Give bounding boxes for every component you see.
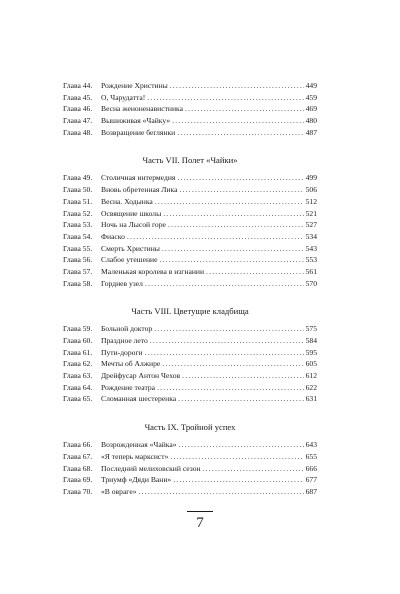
part-heading: Часть IX. Тройной успех (144, 422, 236, 433)
chapter-title: Пути-дороги (101, 347, 143, 357)
table-of-contents (63, 80, 317, 498)
page-folio (0, 511, 400, 532)
dot-leader (170, 80, 304, 92)
page-ref: 605 (305, 359, 317, 369)
toc-entry[interactable] (63, 80, 317, 92)
chapter-number: Глава 59. (63, 324, 93, 334)
toc-entry[interactable] (63, 335, 317, 347)
chapter-number: Глава 70. (63, 486, 93, 496)
dot-leader (150, 335, 304, 347)
page-number: 7 (196, 515, 204, 531)
chapter-number: Глава 46. (63, 104, 93, 114)
toc-entry[interactable] (63, 184, 317, 196)
toc-entry[interactable] (63, 347, 317, 359)
toc-entry[interactable] (63, 370, 317, 382)
page-ref: 553 (305, 255, 317, 265)
chapter-number: Глава 61. (63, 347, 93, 357)
chapter-number: Глава 45. (63, 92, 93, 102)
chapter-title: Возрожденная «Чайка» (101, 440, 177, 450)
toc-entry[interactable] (63, 115, 317, 127)
chapter-title: Слабое утешение (101, 255, 158, 265)
dot-leader (179, 439, 304, 451)
chapter-number: Глава 50. (63, 185, 93, 195)
chapter-number: Глава 69. (63, 475, 93, 485)
page-ref: 643 (305, 440, 317, 450)
dot-leader (179, 184, 303, 196)
dot-leader (147, 92, 303, 104)
chapter-number: Глава 47. (63, 116, 93, 126)
chapter-number: Глава 68. (63, 463, 93, 473)
toc-entry[interactable] (63, 243, 317, 255)
page-ref: 584 (305, 336, 317, 345)
toc-entry[interactable] (63, 474, 317, 486)
chapter-title: Рождение театра (101, 382, 156, 392)
toc-entry[interactable] (63, 266, 317, 278)
dot-leader (162, 358, 303, 370)
page-ref: 480 (305, 116, 317, 126)
chapter-number: Глава 55. (63, 243, 93, 253)
page-ref: 487 (305, 127, 317, 137)
toc-entry[interactable] (63, 393, 317, 405)
dot-leader (145, 347, 304, 359)
toc-entry[interactable] (63, 127, 317, 139)
page-ref: 534 (305, 231, 317, 241)
chapter-title: Праздное лето (101, 336, 148, 345)
toc-group-part-vii (63, 154, 317, 289)
chapter-title: Вновь обретенная Лика (101, 185, 178, 195)
toc-entry[interactable] (63, 103, 317, 115)
chapter-number: Глава 49. (63, 173, 93, 183)
page-ref: 459 (305, 92, 317, 102)
dot-leader (154, 323, 303, 335)
chapter-title: Рождение Христины (101, 81, 168, 90)
toc-entry[interactable] (63, 439, 317, 451)
toc-entry[interactable] (63, 208, 317, 220)
toc-entry[interactable] (63, 358, 317, 370)
chapter-number: Глава 66. (63, 440, 93, 450)
toc-entry[interactable] (63, 231, 317, 243)
page-ref: 677 (305, 475, 317, 485)
toc-entry[interactable] (63, 382, 317, 394)
dot-leader (177, 172, 303, 184)
chapter-number: Глава 63. (63, 371, 93, 381)
toc-entry[interactable] (63, 451, 317, 463)
chapter-title: Фиаско (101, 231, 125, 241)
page-ref: 655 (305, 451, 317, 461)
dot-leader (185, 103, 304, 115)
toc-entry[interactable] (63, 254, 317, 266)
chapter-number: Глава 44. (63, 81, 93, 90)
dot-leader (177, 127, 303, 139)
dot-leader (178, 393, 303, 405)
chapter-title: Дрейфусар Антон Чехов (101, 371, 181, 381)
page-ref: 631 (305, 394, 317, 404)
chapter-title: Весна женоненавистника (101, 104, 183, 114)
part-heading: Часть VII. Полет «Чайки» (142, 155, 238, 166)
chapter-number: Глава 60. (63, 336, 93, 345)
page-ref: 561 (305, 266, 317, 276)
toc-entry[interactable] (63, 219, 317, 231)
chapter-number: Глава 51. (63, 196, 93, 206)
chapter-number: Глава 56. (63, 255, 93, 265)
page-ref: 543 (305, 243, 317, 253)
page-ref: 687 (305, 486, 317, 496)
dot-leader (127, 231, 304, 243)
page-ref: 612 (305, 371, 317, 381)
chapter-number: Глава 62. (63, 359, 93, 369)
chapter-number: Глава 57. (63, 266, 93, 276)
chapter-title: Вышиживая «Чайку» (101, 116, 171, 126)
toc-entry[interactable] (63, 463, 317, 475)
folio-rule (187, 511, 213, 512)
page-ref: 469 (305, 104, 317, 114)
dot-leader (163, 208, 303, 220)
page-ref: 506 (305, 185, 317, 195)
page-ref: 521 (305, 208, 317, 218)
chapter-number: Глава 67. (63, 451, 93, 461)
chapter-title: Весна. Ходынка (101, 196, 153, 206)
page-ref: 595 (305, 347, 317, 357)
chapter-title: Гордиев узел (101, 278, 143, 288)
toc-group-part-viii (63, 305, 317, 405)
dot-leader (173, 474, 303, 486)
dot-leader (206, 266, 304, 278)
chapter-number: Глава 64. (63, 382, 93, 392)
chapter-title: Больной доктор (101, 324, 153, 334)
dot-leader (145, 278, 304, 290)
toc-entry[interactable] (63, 92, 317, 104)
chapter-number: Глава 54. (63, 231, 93, 241)
chapter-number: Глава 65. (63, 394, 93, 404)
chapter-number: Глава 58. (63, 278, 93, 288)
chapter-number: Глава 53. (63, 220, 93, 230)
chapter-title: «Я теперь марксист» (101, 451, 169, 461)
dot-leader (162, 243, 304, 255)
part-heading: Часть VIII. Цветущие кладбища (131, 306, 249, 317)
chapter-title: Маленькая королева в изгнании (101, 266, 205, 276)
chapter-title: Столичная интермедия (101, 173, 176, 183)
toc-entry[interactable] (63, 323, 317, 335)
toc-entry[interactable] (63, 486, 317, 498)
dot-leader (159, 254, 303, 266)
chapter-title: «В овраге» (101, 486, 137, 496)
dot-leader (168, 219, 304, 231)
chapter-title: Триумф «Дяди Вани» (101, 475, 172, 485)
chapter-title: Освящение школы (101, 208, 162, 218)
dot-leader (203, 463, 304, 475)
chapter-title: Мечты об Алжире (101, 359, 161, 369)
chapter-title: Возвращение беглянки (101, 127, 176, 137)
toc-entry[interactable] (63, 278, 317, 290)
page-ref: 666 (305, 463, 317, 473)
dot-leader (157, 382, 304, 394)
chapter-title: О, Чарудатта! (101, 92, 146, 102)
page-ref: 622 (305, 382, 317, 392)
dot-leader (155, 196, 304, 208)
page-ref: 575 (305, 324, 317, 334)
toc-group-part-vi-continued (63, 80, 317, 138)
page-ref: 527 (305, 220, 317, 230)
dot-leader (139, 486, 304, 498)
toc-entry[interactable] (63, 196, 317, 208)
page-ref: 499 (305, 173, 317, 183)
chapter-title: Смерть Христины (101, 243, 160, 253)
dot-leader (182, 370, 304, 382)
chapter-number: Глава 52. (63, 208, 93, 218)
dot-leader (170, 451, 303, 463)
chapter-title: Последний мелиховский сезон (101, 463, 201, 473)
page-ref: 570 (305, 278, 317, 288)
dot-leader (172, 115, 303, 127)
chapter-number: Глава 48. (63, 127, 93, 137)
toc-entry[interactable] (63, 172, 317, 184)
chapter-title: Ночь на Лысой горе (101, 220, 166, 230)
toc-group-part-ix (63, 421, 317, 497)
chapter-title: Сломанная шестеренка (101, 394, 177, 404)
page-ref: 449 (305, 81, 317, 90)
page-ref: 512 (305, 196, 317, 206)
